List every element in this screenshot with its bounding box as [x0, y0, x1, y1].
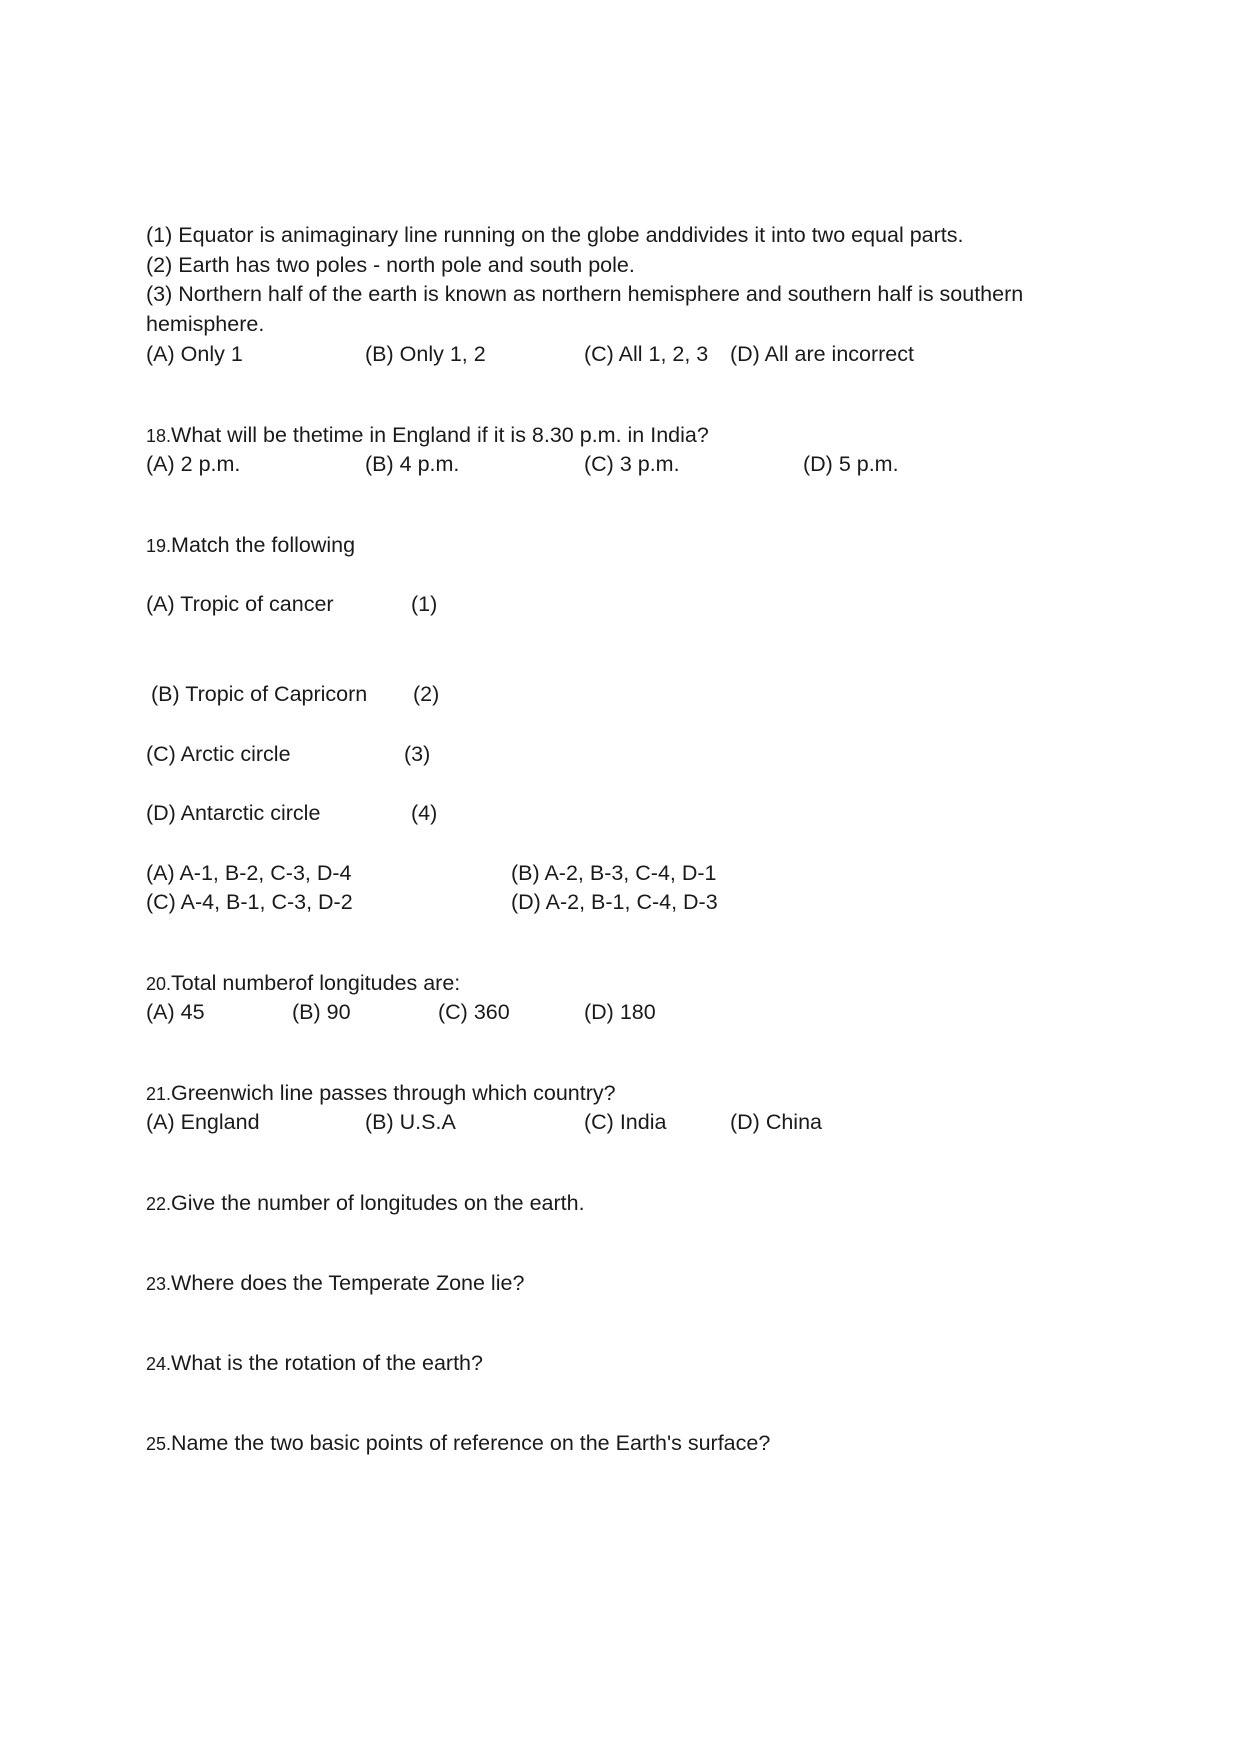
q19-num-2: (2)	[413, 682, 440, 706]
q18-number: 18.	[146, 426, 172, 446]
q19-item-b: (B) Tropic of Capricorn	[151, 682, 368, 706]
q19-num-3: (3)	[404, 742, 431, 766]
q19-text: Match the following	[171, 533, 356, 557]
q21-text: Greenwich line passes through which country?	[171, 1081, 616, 1105]
q19-item-a: (A) Tropic of cancer	[146, 592, 334, 616]
q20-question	[146, 968, 460, 999]
q18-option-b: (B) 4 p.m.	[365, 452, 460, 476]
q22-question	[146, 1188, 585, 1219]
q19-option-c: (C) A-4, B-1, C-3, D-2	[146, 890, 353, 914]
q21-option-a: (A) England	[146, 1110, 260, 1134]
q19-num-4: (4)	[411, 801, 438, 825]
q17-statement-2: (2) Earth has two poles - north pole and south pole.	[146, 253, 635, 277]
q21-option-c: (C) India	[584, 1110, 667, 1134]
q19-options-row-1	[0, 858, 1241, 888]
q19-num-1: (1)	[411, 592, 438, 616]
q17-option-b: (B) Only 1, 2	[365, 342, 486, 366]
q21-number: 21.	[146, 1084, 172, 1104]
q23-text: Where does the Temperate Zone lie?	[171, 1271, 525, 1295]
q19-item-c: (C) Arctic circle	[146, 742, 291, 766]
q25-text: Name the two basic points of reference on the Earth's surface?	[171, 1431, 771, 1455]
q24-number: 24.	[146, 1354, 172, 1374]
q19-number: 19.	[146, 536, 172, 556]
q24-question	[146, 1348, 483, 1379]
q19-item-d: (D) Antarctic circle	[146, 801, 321, 825]
q23-question	[146, 1268, 524, 1299]
q19-options-row-2	[0, 887, 1241, 917]
q18-option-c: (C) 3 p.m.	[584, 452, 680, 476]
q20-option-d: (D) 180	[584, 1000, 656, 1024]
q25-question	[146, 1428, 770, 1459]
q17-option-a: (A) Only 1	[146, 342, 243, 366]
q17-statement-3-cont: hemisphere.	[146, 312, 265, 336]
q21-option-d: (D) China	[730, 1110, 822, 1134]
q20-option-b: (B) 90	[292, 1000, 351, 1024]
q20-options	[0, 997, 1241, 1027]
q25-number: 25.	[146, 1434, 172, 1454]
q17-statement-1: (1) Equator is animaginary line running on the globe anddivides it into two equal parts.	[146, 223, 964, 247]
q18-text: What will be thetime in England if it is 8.30 p.m. in India?	[171, 423, 709, 447]
q17-option-d: (D) All are incorrect	[730, 342, 914, 366]
q22-number: 22.	[146, 1194, 172, 1214]
q20-option-c: (C) 360	[438, 1000, 510, 1024]
q21-question	[146, 1078, 616, 1109]
q18-option-d: (D) 5 p.m.	[803, 452, 899, 476]
q20-option-a: (A) 45	[146, 1000, 205, 1024]
q19-question	[146, 530, 355, 561]
q21-option-b: (B) U.S.A	[365, 1110, 456, 1134]
q18-options	[0, 449, 1241, 479]
q18-question	[146, 420, 709, 451]
q18-option-a: (A) 2 p.m.	[146, 452, 241, 476]
q22-text: Give the number of longitudes on the earth.	[171, 1191, 585, 1215]
q21-options	[0, 1107, 1241, 1137]
q20-text: Total numberof longitudes are:	[171, 971, 461, 995]
q19-option-b: (B) A-2, B-3, C-4, D-1	[511, 861, 717, 885]
q17-statement-3: (3) Northern half of the earth is known as northern hemisphere and southern half is southern	[146, 282, 1024, 306]
q23-number: 23.	[146, 1274, 172, 1294]
q19-option-a: (A) A-1, B-2, C-3, D-4	[146, 861, 352, 885]
q17-option-c: (C) All 1, 2, 3	[584, 342, 709, 366]
q17-options	[0, 339, 1241, 369]
q20-number: 20.	[146, 974, 172, 994]
q24-text: What is the rotation of the earth?	[171, 1351, 483, 1375]
q19-option-d: (D) A-2, B-1, C-4, D-3	[511, 890, 718, 914]
